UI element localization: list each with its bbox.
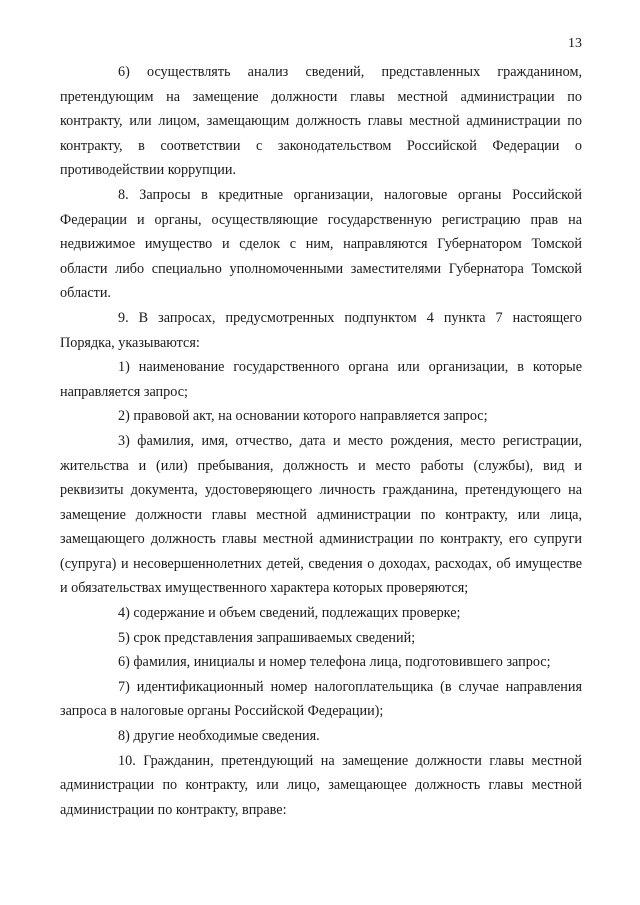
- paragraph-9-requests-contents: 9. В запросах, предусмотренных подпунктом 4 пункта 7 настоящего Порядка, указываются:: [60, 309, 582, 351]
- list-item-1-organ-name: 1) наименование государственного органа или организации, в которые направляется запрос;: [60, 359, 582, 400]
- paragraph-8-requests: 8. Запросы в кредитные организации, налоговые органы Российской Федерации и органы, осуществляющие государственную регистрацию прав на недвижимое имущество и сделок с ним, направляются Губернатором Томской области либо специально уполномоченными заместителями Губернатора Томской области.: [60, 186, 582, 302]
- paragraph-10-rights: 10. Гражданин, претендующий на замещение должности главы местной администрации по контракту, или лицо, замещающее должность главы местной администрации по контракту, вправе:: [60, 752, 582, 818]
- list-item-6-preparer: 6) фамилия, инициалы и номер телефона лица, подготовившего запрос;: [118, 654, 551, 671]
- list-item-7-tax-number: 7) идентификационный номер налогоплательщика (в случае направления запроса в налоговые органы Российской Федерации);: [60, 678, 582, 720]
- list-item-3-personal-data: 3) фамилия, имя, отчество, дата и место рождения, место регистрации, жительства и (или) пребывания, должность и место работы (службы), вид и реквизиты документа, удостоверяющего личность гражданина, претендующего на замещение должности главы местной администрации по контракту, или лица, замещающего должность главы местной администрации по контракту, его супруги (супруга) и несовершеннолетних детей, сведения о доходах, расходах, об имуществе и обязательствах имущественного характера которых проверяются;: [60, 432, 582, 597]
- list-item-5-deadline: 5) срок представления запрашиваемых сведений;: [118, 629, 416, 646]
- list-item-8-other: 8) другие необходимые сведения.: [118, 728, 320, 745]
- paragraph-6-analysis: 6) осуществлять анализ сведений, представленных гражданином, претендующим на замещение должности главы местной администрации по контракту, или лицом, замещающим должность главы местной администрации по контракту, в соответствии с законодательством Российской Федерации о противодействии коррупции.: [60, 64, 582, 179]
- list-item-4-scope: 4) содержание и объем сведений, подлежащих проверке;: [118, 605, 461, 622]
- list-item-2-legal-act: 2) правовой акт, на основании которого направляется запрос;: [118, 408, 488, 425]
- document-body: [60, 60, 582, 822]
- page-number: 13: [568, 36, 582, 51]
